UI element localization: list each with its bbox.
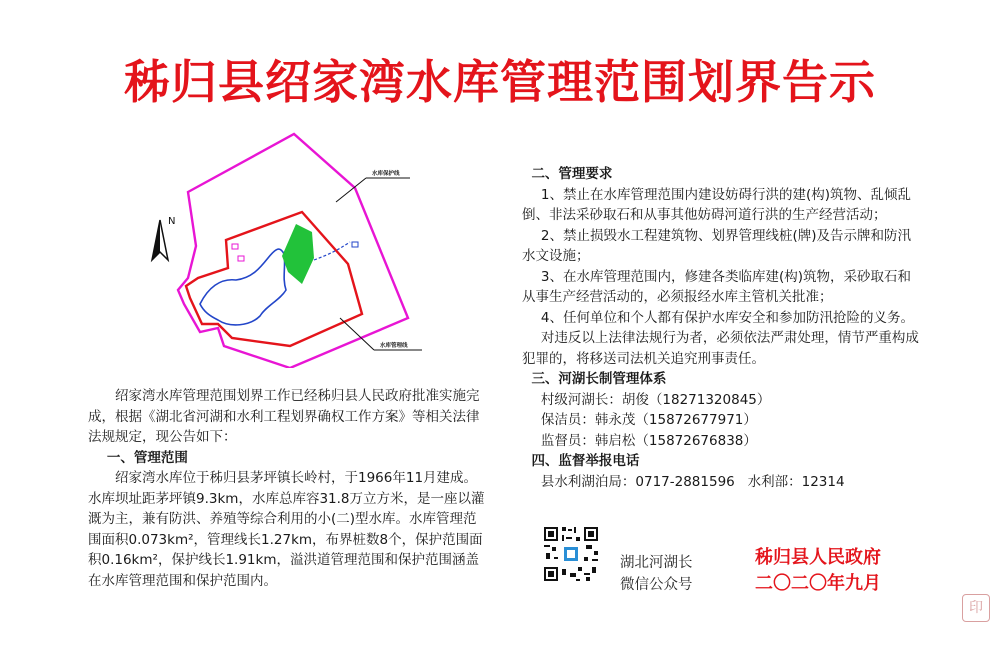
left-column xyxy=(88,386,490,591)
qr-code-icon xyxy=(542,525,600,583)
section1-body: 绍家湾水库位于秭归县茅坪镇长岭村，于1966年11月建成。水库坝址距茅坪镇9.3km，水库总库容31.8万立方米，是一座以灌溉为主，兼有防洪、养殖等综合利用的小(二)型水库。水库管理范围面积0.073km²，管理线长1.27km，布界桩数8个，保护范围面积0.16km²，保护线长1.91km，溢洪道管理范围和保护范围涵盖在水库管理范围和保护范围内。 xyxy=(88,470,485,589)
issuer-name: 秭归县人民政府 xyxy=(755,547,881,568)
water-outline xyxy=(200,249,286,325)
protection-leader-line xyxy=(336,178,366,202)
management-boundary xyxy=(186,212,362,346)
requirement-item: 3、在水库管理范围内，修建各类临库建(构)筑物，采砂取石和从事生产经营活动的，必须报经水库主管机关批准； xyxy=(522,268,912,305)
wechat-caption xyxy=(620,552,693,596)
section2-heading: 二、管理要求 xyxy=(531,166,613,182)
section4-heading: 四、监督举报电话 xyxy=(531,453,640,469)
boundary-marker xyxy=(352,242,358,247)
protection-line-label: 水库保护线 xyxy=(372,171,400,177)
issuer-block xyxy=(738,545,898,597)
intro-paragraph: 绍家湾水库管理范围划界工作已经秭归县人民政府批准实施完成，根据《湖北省河湖和水利工程划界确权工作方案》等相关法律法规规定，现公告如下： xyxy=(88,388,480,445)
boundary-marker xyxy=(232,244,238,249)
seal-stamp-icon: 印 xyxy=(962,594,990,622)
contact-line: 监督员：韩启松（15872676838） xyxy=(540,432,757,449)
boundary-marker xyxy=(238,256,244,261)
dam-area xyxy=(282,224,314,284)
north-label: N xyxy=(168,216,176,227)
contact-line: 村级河湖长：胡俊（18271320845） xyxy=(540,391,771,408)
issue-date: 二〇二〇年九月 xyxy=(755,573,881,594)
requirement-item: 4、任何单位和个人都有保护水库安全和参加防汛抢险的义务。 xyxy=(540,309,914,326)
section1-heading: 一、管理范围 xyxy=(106,449,188,466)
wechat-line-2: 微信公众号 xyxy=(620,577,693,593)
north-arrow-icon xyxy=(152,220,168,260)
wechat-line-1: 湖北河湖长 xyxy=(620,555,693,571)
requirement-item: 2、禁止损毁水工程建筑物、划界管理线桩(牌)及告示牌和防汛水文设施； xyxy=(522,227,912,264)
section3-heading: 三、河湖长制管理体系 xyxy=(531,371,667,387)
requirement-item: 1、禁止在水库管理范围内建设妨碍行洪的建(构)筑物、乱倾乱倒、非法采砂取石和从事其他妨碍河道行洪的生产经营活动； xyxy=(522,186,912,223)
management-line-label: 水库管理线 xyxy=(380,343,408,349)
right-column xyxy=(522,164,924,492)
notice-title: 秭归县绍家湾水库管理范围划界告示 xyxy=(124,55,876,109)
report-phone-line: 县水利湖泊局：0717-2881596 水利部：12314 xyxy=(540,473,845,490)
penalty-note: 对违反以上法律法规行为者，必须依法严肃处理，情节严重构成犯罪的，将移送司法机关追究刑事责任。 xyxy=(522,330,919,367)
contact-line: 保洁员：韩永茂（15872677971） xyxy=(540,412,757,428)
reservoir-boundary-map xyxy=(140,128,430,368)
